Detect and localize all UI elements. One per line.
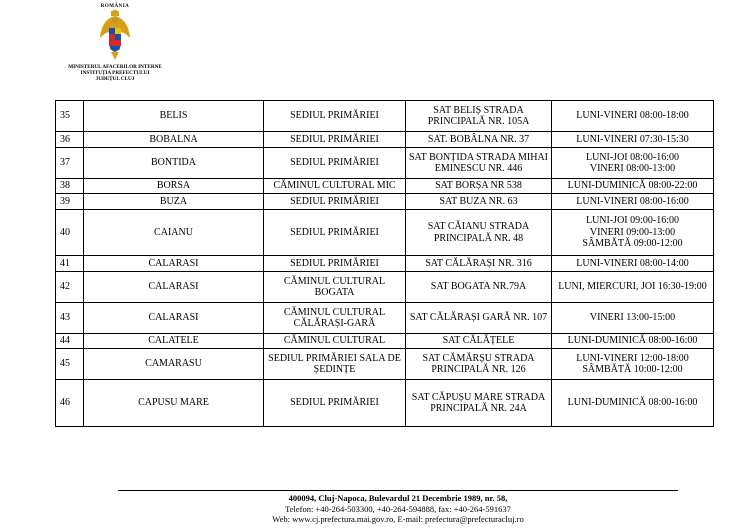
footer-contact: Telefon: +40-264-503300, +40-264-594888, fax: +40-264-591637 (285, 503, 511, 514)
table-row (56, 194, 714, 210)
locality-cell: CALARASI (84, 303, 264, 334)
venue-cell: CĂMINUL CULTURAL (264, 334, 406, 349)
row-number: 46 (56, 380, 84, 427)
address-cell: SAT BOGATA NR.79A (406, 272, 552, 303)
address-cell: SAT CĂMĂRȘU STRADA PRINCIPALĂ NR. 126 (406, 349, 552, 380)
address-cell: SAT CĂPUȘU MARE STRADA PRINCIPALĂ NR. 24A (406, 380, 552, 427)
schedule-cell: VINERI 13:00-15:00 (552, 303, 714, 334)
table-row (56, 132, 714, 148)
country-label: ROMÂNIA (100, 4, 130, 9)
footer (118, 493, 678, 525)
locality-cell: BONTIDA (84, 148, 264, 179)
schedule-cell: LUNI-VINERI 08:00-18:00 (552, 101, 714, 132)
row-number: 35 (56, 101, 84, 132)
schedule-cell: LUNI, MIERCURI, JOI 16:30-19:00 (552, 272, 714, 303)
row-number: 38 (56, 179, 84, 194)
locality-cell: BORSA (84, 179, 264, 194)
schedule-cell: LUNI-DUMINICĂ 08:00-16:00 (552, 334, 714, 349)
row-number: 44 (56, 334, 84, 349)
row-number: 43 (56, 303, 84, 334)
table-row (56, 303, 714, 334)
row-number: 39 (56, 194, 84, 210)
locality-cell: CAMARASU (84, 349, 264, 380)
table-row (56, 179, 714, 194)
table-row (56, 256, 714, 272)
footer-divider (118, 490, 678, 491)
venue-cell: SEDIUL PRIMĂRIEI (264, 210, 406, 256)
schedule-cell: LUNI-DUMINICĂ 08:00-16:00 (552, 380, 714, 427)
row-number: 37 (56, 148, 84, 179)
address-cell: SAT BUZA NR. 63 (406, 194, 552, 210)
table-row (56, 148, 714, 179)
header-block (62, 4, 168, 82)
table-row (56, 210, 714, 256)
venue-cell: CĂMINUL CULTURAL BOGATA (264, 272, 406, 303)
venue-cell: SEDIUL PRIMĂRIEI (264, 132, 406, 148)
locality-cell: BUZA (84, 194, 264, 210)
locality-cell: BOBALNA (84, 132, 264, 148)
venue-cell: SEDIUL PRIMĂRIEI (264, 148, 406, 179)
venue-cell: SEDIUL PRIMĂRIEI (264, 380, 406, 427)
table-row (56, 349, 714, 380)
table-row (56, 334, 714, 349)
table-row (56, 101, 714, 132)
locality-cell: CAIANU (84, 210, 264, 256)
venue-cell: SEDIUL PRIMĂRIEI (264, 101, 406, 132)
venue-cell: SEDIUL PRIMĂRIEI SALA DE ȘEDINȚE (264, 349, 406, 380)
address-cell: SAT CĂIANU STRADA PRINCIPALĂ NR. 48 (406, 210, 552, 256)
row-number: 40 (56, 210, 84, 256)
venue-cell: SEDIUL PRIMĂRIEI (264, 194, 406, 210)
locality-cell: CALATELE (84, 334, 264, 349)
table-row (56, 380, 714, 427)
address-cell: SAT CĂLĂRAȘI NR. 316 (406, 256, 552, 272)
locality-cell: CALARASI (84, 256, 264, 272)
locality-cell: BELIS (84, 101, 264, 132)
schedule-cell: LUNI-VINERI 08:00-14:00 (552, 256, 714, 272)
schedule-cell: LUNI-JOI 08:00-16:00 VINERI 08:00-13:00 (552, 148, 714, 179)
row-number: 36 (56, 132, 84, 148)
footer-address: 400094, Cluj-Napoca, Bulevardul 21 Decembrie 1989, nr. 58, (288, 493, 508, 503)
row-number: 42 (56, 272, 84, 303)
address-cell: SAT CĂLĂRAȘI GARĂ NR. 107 (406, 303, 552, 334)
address-cell: SAT BORȘA NR 538 (406, 179, 552, 194)
schedule-cell: LUNI-VINERI 07:30-15:30 (552, 132, 714, 148)
schedule-cell: LUNI-DUMINICĂ 08:00-22:00 (552, 179, 714, 194)
polling-stations-table (55, 100, 714, 427)
row-number: 45 (56, 349, 84, 380)
locality-cell: CALARASI (84, 272, 264, 303)
address-cell: SAT BONȚIDA STRADA MIHAI EMINESCU NR. 446 (406, 148, 552, 179)
ministry-label: MINISTERUL AFACERILOR INTERNE (68, 64, 162, 70)
schedule-cell: LUNI-VINERI 12:00-18:00 SÂMBĂTĂ 10:00-12:00 (552, 349, 714, 380)
table-row (56, 272, 714, 303)
row-number: 41 (56, 256, 84, 272)
venue-cell: CĂMINUL CULTURAL CĂLĂRAȘI-GARĂ (264, 303, 406, 334)
schedule-cell: LUNI-VINERI 08:00-16:00 (552, 194, 714, 210)
footer-web: Web: www.cj.prefectura.mai.gov.ro, E-mail: prefectura@prefecturacluj.ro (272, 514, 524, 524)
schedule-cell: LUNI-JOI 09:00-16:00 VINERI 09:00-13:00 SÂMBĂTĂ 09:00-12:00 (552, 210, 714, 256)
address-cell: SAT CĂLĂȚELE (406, 334, 552, 349)
address-cell: SAT BELIȘ STRADA PRINCIPALĂ NR. 105A (406, 101, 552, 132)
locality-cell: CAPUSU MARE (84, 380, 264, 427)
venue-cell: CĂMINUL CULTURAL MIC (264, 179, 406, 194)
institution-label: INSTITUȚIA PREFECTULUI (80, 70, 150, 76)
address-cell: SAT. BOBÂLNA NR. 37 (406, 132, 552, 148)
county-label: JUDEȚUL CLUJ (95, 76, 135, 82)
coat-of-arms-icon (98, 10, 132, 62)
venue-cell: SEDIUL PRIMĂRIEI (264, 256, 406, 272)
